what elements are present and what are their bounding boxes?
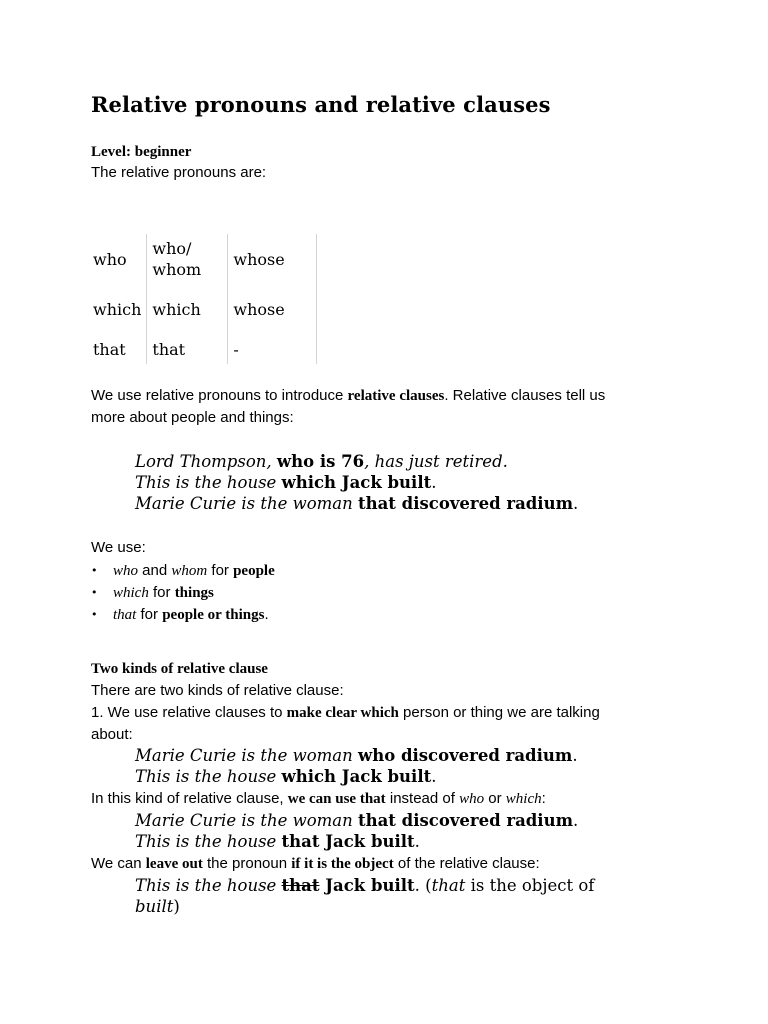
paragraph-relative-clauses-cont: more about people and things: bbox=[91, 409, 294, 426]
bullet-icon: • bbox=[91, 564, 98, 577]
uses-list bbox=[91, 560, 275, 626]
table-row bbox=[88, 335, 317, 364]
list-item: • that for people or things. bbox=[91, 604, 275, 626]
pronoun-table bbox=[88, 234, 317, 364]
table-cell-empty bbox=[317, 284, 318, 335]
example-sentence-cont: built) bbox=[135, 897, 180, 916]
table-cell: that bbox=[93, 340, 126, 359]
list-item: • who and whom for people bbox=[91, 560, 275, 582]
example-sentence: This is the house which Jack built. bbox=[135, 767, 437, 786]
we-use-label: We use: bbox=[91, 539, 146, 556]
example-sentence: This is the house that Jack built. (that is the object of bbox=[135, 876, 595, 895]
example-sentence: Marie Curie is the woman that discovered radium. bbox=[135, 494, 579, 513]
point-one: 1. We use relative clauses to make clear which person or thing we are talking bbox=[91, 704, 600, 721]
table-row bbox=[88, 284, 317, 335]
table-cell: whose bbox=[228, 234, 317, 284]
table-row bbox=[88, 234, 317, 284]
table-cell: whose bbox=[228, 284, 317, 335]
table-cell: who bbox=[93, 249, 127, 269]
list-item: • which for things bbox=[91, 582, 275, 604]
level-label: Level: beginner bbox=[91, 144, 192, 160]
paragraph-relative-clauses: We use relative pronouns to introduce relative clauses. Relative clauses tell us bbox=[91, 387, 606, 404]
example-sentence: This is the house which Jack built. bbox=[135, 473, 437, 492]
bullet-icon: • bbox=[91, 586, 98, 599]
example-sentence: Marie Curie is the woman who discovered radium. bbox=[135, 746, 578, 765]
table-cell: which bbox=[93, 300, 142, 319]
leave-out-text: We can leave out the pronoun if it is the object of the relative clause: bbox=[91, 855, 540, 872]
table-cell: - bbox=[228, 335, 317, 364]
intro-text: The relative pronouns are: bbox=[91, 164, 267, 181]
table-cell-empty bbox=[317, 234, 318, 284]
point-one-cont: about: bbox=[91, 726, 133, 743]
example-sentence: Marie Curie is the woman that discovered radium. bbox=[135, 811, 579, 830]
page-title: Relative pronouns and relative clauses bbox=[91, 92, 551, 117]
struck-pronoun: that bbox=[281, 876, 320, 895]
this-kind-text: In this kind of relative clause, we can use that instead of who or which: bbox=[91, 790, 546, 807]
example-sentence: Lord Thompson, who is 76, has just retired. bbox=[135, 452, 508, 471]
table-cell: who/ whom bbox=[147, 234, 228, 284]
example-sentence: This is the house that Jack built. bbox=[135, 832, 420, 851]
bullet-icon: • bbox=[91, 608, 98, 621]
section-heading: Two kinds of relative clause bbox=[91, 661, 268, 677]
kinds-intro: There are two kinds of relative clause: bbox=[91, 682, 344, 699]
table-cell-empty bbox=[317, 335, 318, 364]
table-cell: that bbox=[147, 335, 228, 364]
table-cell: which bbox=[147, 284, 228, 335]
